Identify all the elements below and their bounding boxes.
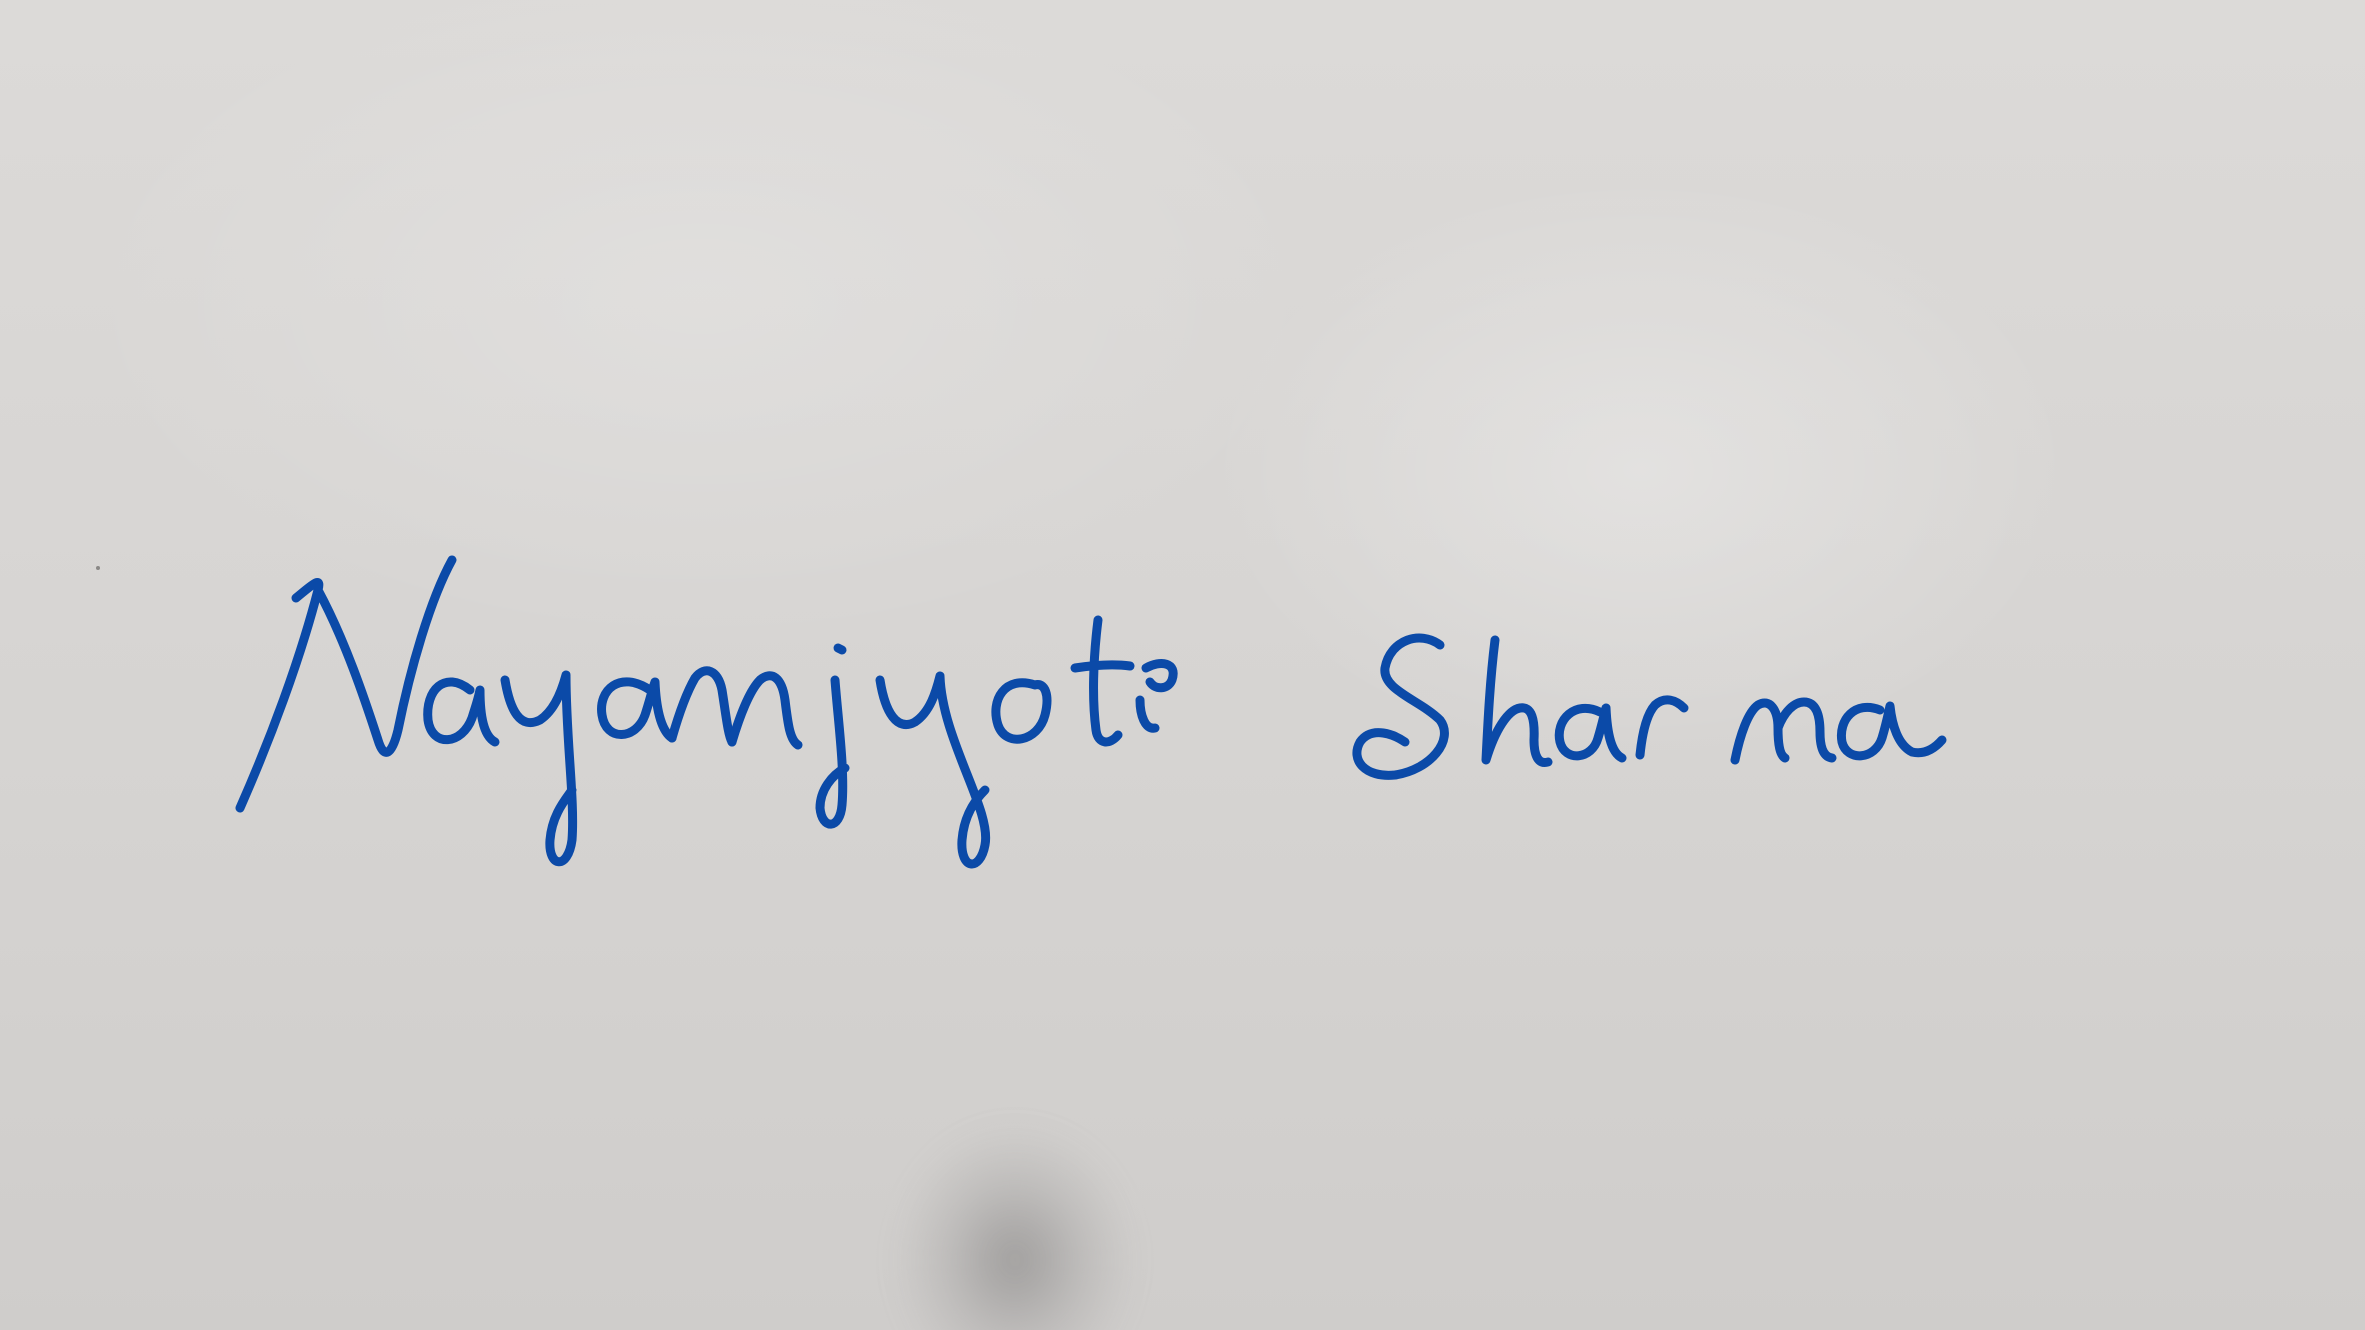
stroke-S — [1357, 638, 1445, 775]
stroke-r — [1640, 700, 1684, 755]
stroke-N — [240, 560, 452, 808]
stroke-a2 — [602, 682, 672, 738]
stroke-n1 — [672, 671, 732, 742]
stroke-o — [996, 683, 1047, 739]
stroke-j — [820, 680, 845, 824]
stroke-n2 — [732, 676, 798, 745]
stroke-y2 — [880, 676, 986, 864]
stroke-a1 — [428, 682, 495, 742]
dot-i — [1146, 664, 1173, 688]
stroke-y1 — [505, 675, 573, 862]
stroke-i — [1140, 700, 1155, 728]
dot-j — [838, 648, 842, 650]
stroke-t-vertical — [1094, 620, 1118, 742]
signature-strokes — [240, 560, 1942, 864]
stroke-h — [1486, 640, 1548, 763]
stroke-a3 — [1559, 708, 1622, 758]
stroke-m — [1735, 702, 1832, 760]
stroke-a4 — [1841, 706, 1942, 756]
stroke-t-cross — [1075, 665, 1130, 668]
